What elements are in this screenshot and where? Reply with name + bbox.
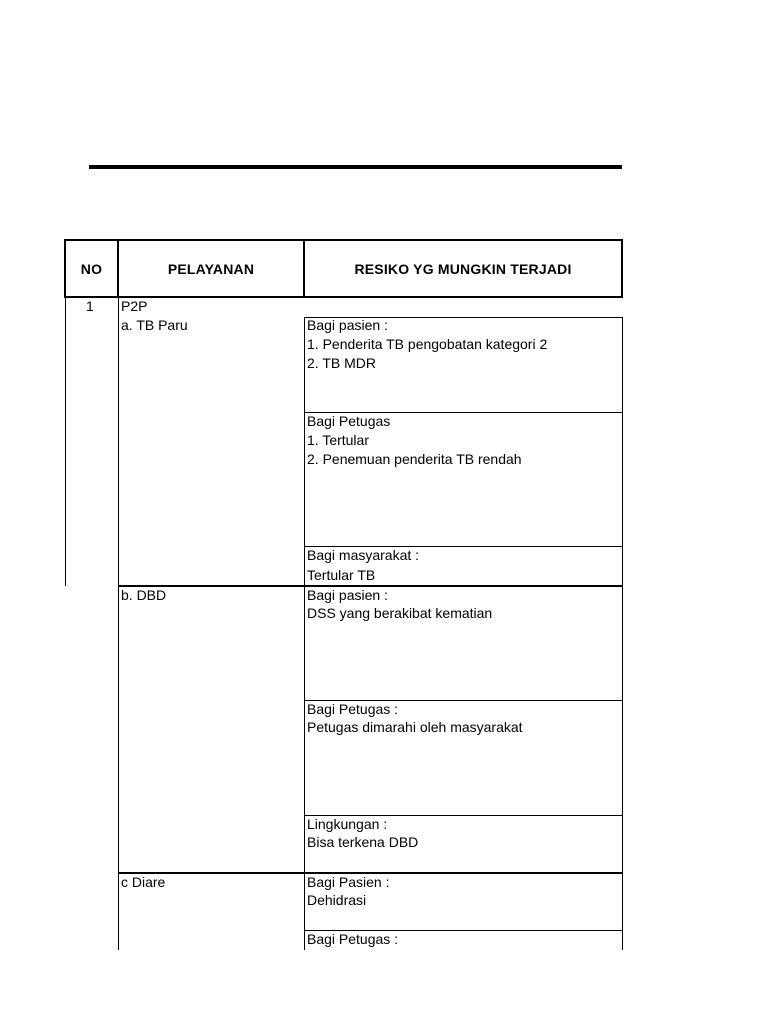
risk-line: Dehidrasi [307,892,367,908]
header-resiko: RESIKO YG MUNGKIN TERJADI [354,260,572,277]
section-name: P2P [121,298,148,314]
risk-line: Petugas dimarahi oleh masyarakat [307,719,523,735]
risk-heading: Bagi Pasien : [307,874,390,890]
risk-line: 1. Penderita TB pengobatan kategori 2 [307,336,548,352]
header-right-border [621,239,623,298]
risk-line: Tertular TB [307,567,376,583]
header-no: NO [80,260,103,277]
risk-line: Bisa terkena DBD [307,834,419,850]
risk-heading: Bagi pasien : [307,587,388,603]
risk-heading: Bagi pasien : [307,317,388,333]
risk-heading: Bagi Petugas : [307,931,399,947]
risk-line: 1. Tertular [307,432,369,448]
risk-heading: Bagi Petugas [307,413,391,429]
no-col-right-line [118,298,119,950]
risk-line: 2. TB MDR [307,355,376,371]
service-label-diare: c Diare [121,874,166,890]
risk-heading: Bagi Petugas : [307,701,399,717]
risk-heading: Bagi masyarakat : [307,547,420,563]
title-rule [89,165,622,169]
risk-heading: Lingkungan : [307,816,388,832]
service-label-dbd: b. DBD [121,587,167,603]
risk-line: 2. Penemuan penderita TB rendah [307,451,522,467]
service-label-tb-paru: a. TB Paru [121,317,188,333]
header-pelayanan: PELAYANAN [167,260,255,277]
no-col-left-line [65,298,66,586]
header-bottom-border [64,296,623,298]
risk-line: DSS yang berakibat kematian [307,605,493,621]
section-number: 1 [86,298,94,314]
